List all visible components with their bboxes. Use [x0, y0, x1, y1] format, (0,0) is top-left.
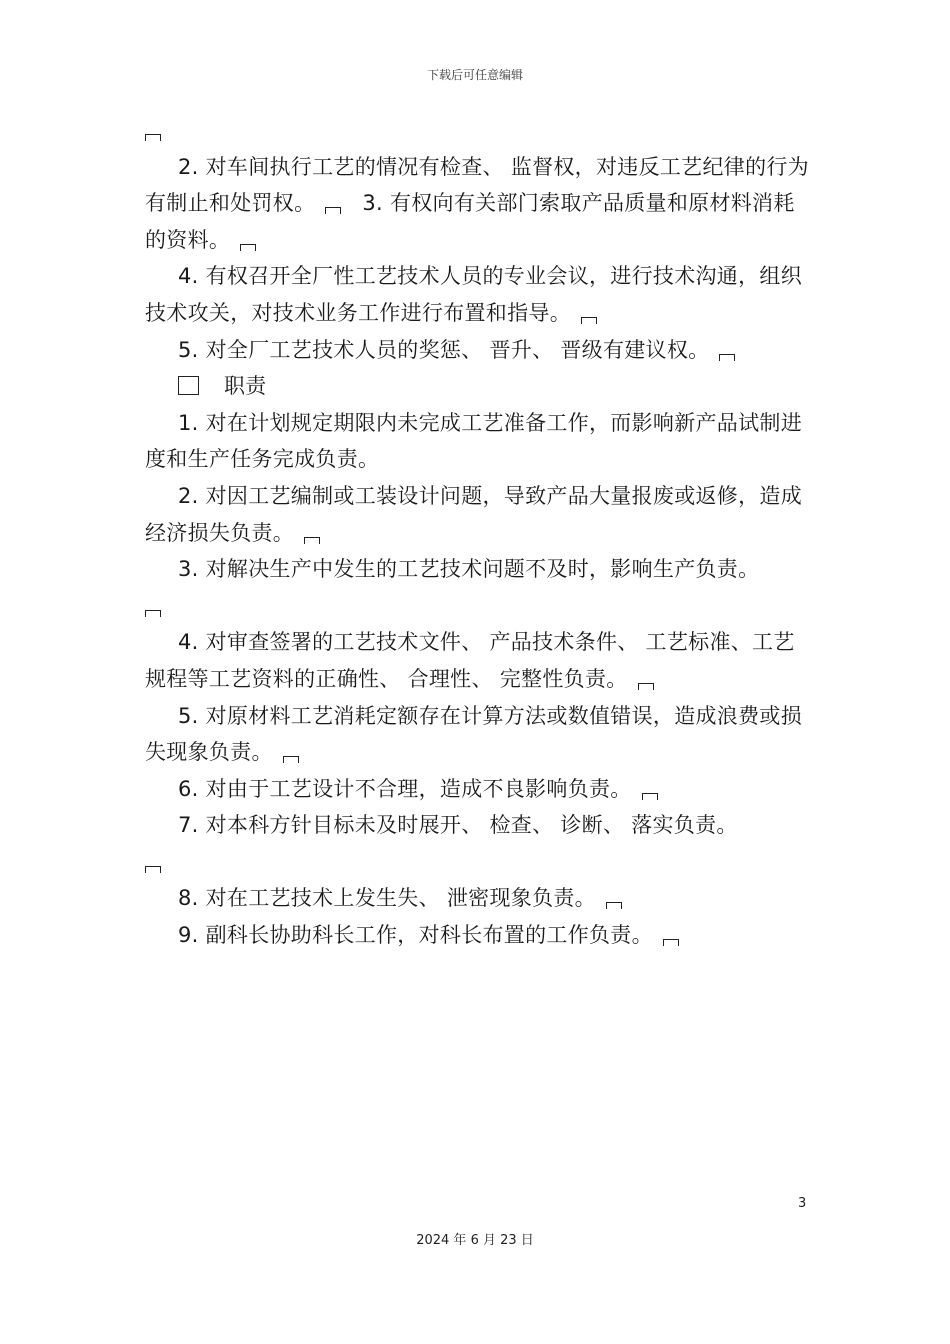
paragraph-duty-9 — [145, 917, 810, 954]
paragraph-duty-4 — [145, 624, 810, 697]
paragraph-text: 6. 对由于工艺设计不合理，造成不良影响负责。 — [178, 776, 632, 801]
paragraph-mark-icon — [642, 793, 658, 800]
paragraph-mark-icon — [325, 207, 341, 214]
paragraph-authority-2 — [145, 149, 810, 259]
paragraph-text: 9. 副科长协助科长工作，对科长布置的工作负责。 — [178, 923, 653, 948]
paragraph-mark-icon — [663, 939, 679, 946]
paragraph-duty-7 — [145, 807, 810, 880]
paragraph-text: 1. 对在计划规定期限内未完成工艺准备工作，而影响新产品试制进度和生产任务完成负责。 — [145, 410, 803, 472]
footer-date: 2024 年 6 月 23 日 — [416, 1233, 534, 1248]
paragraph-text: 3. 对解决生产中发生的工艺技术问题不及时，影响生产负责。 — [178, 557, 760, 582]
paragraph-text: 2. 对车间执行工艺的情况有检查、 监督权，对违反工艺纪律的行为有制止和处罚权。 — [145, 154, 809, 216]
paragraph-text: 5. 对全厂工艺技术人员的奖惩、 晋升、 晋级有建议权。 — [178, 337, 710, 362]
paragraph-duty-3 — [145, 551, 810, 624]
paragraph-mark-icon — [145, 134, 161, 141]
paragraph-text: 3. 有权向有关部门索取产品质量和原材料消耗的资料。 — [145, 191, 795, 252]
line-mark-row — [145, 112, 810, 149]
paragraph-text: 5. 对原材料工艺消耗定额存在计算方法或数值错误，造成浪费或损失现象负责。 — [145, 703, 803, 765]
section-title: 职责 — [224, 374, 267, 399]
paragraph-mark-icon — [581, 317, 597, 324]
paragraph-mark-icon — [240, 244, 256, 251]
paragraph-text: 4. 有权召开全厂性工艺技术人员的专业会议，进行技术沟通，组织技术攻关，对技术业务工作进行布置和指导。 — [145, 264, 803, 325]
page-number: 3 — [798, 1196, 807, 1211]
paragraph-duty-2 — [145, 478, 810, 551]
paragraph-mark-icon — [638, 683, 654, 690]
paragraph-duty-5 — [145, 698, 810, 771]
paragraph-mark-icon — [145, 610, 161, 617]
paragraph-duty-1 — [145, 405, 810, 478]
paragraph-mark-icon — [283, 756, 299, 763]
paragraph-text: 8. 对在工艺技术上发生失、 泄密现象负责。 — [178, 886, 596, 911]
paragraph-text: 7. 对本科方针目标未及时展开、 检查、 诊断、 落实负责。 — [178, 813, 738, 838]
paragraph-text: 2. 对因工艺编制或工装设计问题，导致产品大量报废或返修，造成经济损失负责。 — [145, 483, 803, 545]
paragraph-authority-5 — [145, 332, 810, 369]
section-heading — [145, 368, 810, 405]
paragraph-text: 4. 对审查签署的工艺技术文件、 产品技术条件、 工艺标准、工艺规程等工艺资料的正确性、 合理性、 完整性负责。 — [145, 630, 795, 691]
square-bullet-icon — [178, 376, 199, 395]
paragraph-duty-6 — [145, 771, 810, 808]
paragraph-mark-icon — [606, 902, 622, 909]
paragraph-authority-4 — [145, 258, 810, 331]
paragraph-mark-icon — [145, 866, 161, 873]
paragraph-mark-icon — [719, 354, 735, 361]
paragraph-duty-8 — [145, 880, 810, 917]
document-body — [145, 112, 810, 954]
paragraph-mark-icon — [304, 537, 320, 544]
page-header: 下载后可任意编辑 — [426, 68, 523, 82]
